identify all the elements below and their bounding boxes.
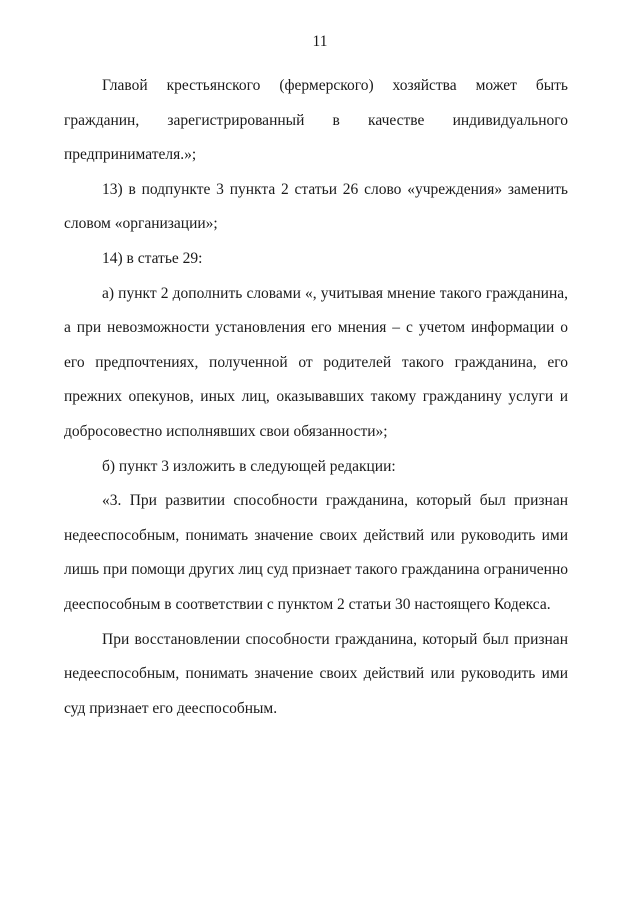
document-body [64,69,568,726]
page-number: 11 [312,33,328,50]
paragraph-subitem-a: а) пункт 2 дополнить словами «, учитывая мнение такого гражданина, а при невозможности установления его мнения – с учетом информации о его предпочтениях, полученной от родителей такого гражданина, его прежних опекунов, иных лиц, оказывавших такому гражданину услуги и добросовестно исполнявших свои обязанности»; [64,284,568,440]
paragraph-subitem-b: б) пункт 3 изложить в следующей редакции: [102,457,396,475]
paragraph-item-13: 13) в подпункте 3 пункта 2 статьи 26 слово «учреждения» заменить словом «организации»; [64,180,568,233]
paragraph-item-14: 14) в статье 29: [102,249,203,267]
paragraph-farm-head: Главой крестьянского (фермерского) хозяйства может быть гражданин, зарегистрированный в качестве индивидуального предпринимателя.»; [64,77,568,164]
paragraph-clause-3: «3. При развитии способности гражданина, который был признан недееспособным, понимать значение своих действий или руководить ими лишь при помощи других лиц суд признает такого гражданина ограниченно дееспособным в соответствии с пунктом 2 статьи 30 настоящего Кодекса. [64,492,568,613]
paragraph-restoration: При восстановлении способности гражданина, который был признан недееспособным, понимать значение своих действий или руководить ими суд признает его дееспособным. [64,630,568,717]
